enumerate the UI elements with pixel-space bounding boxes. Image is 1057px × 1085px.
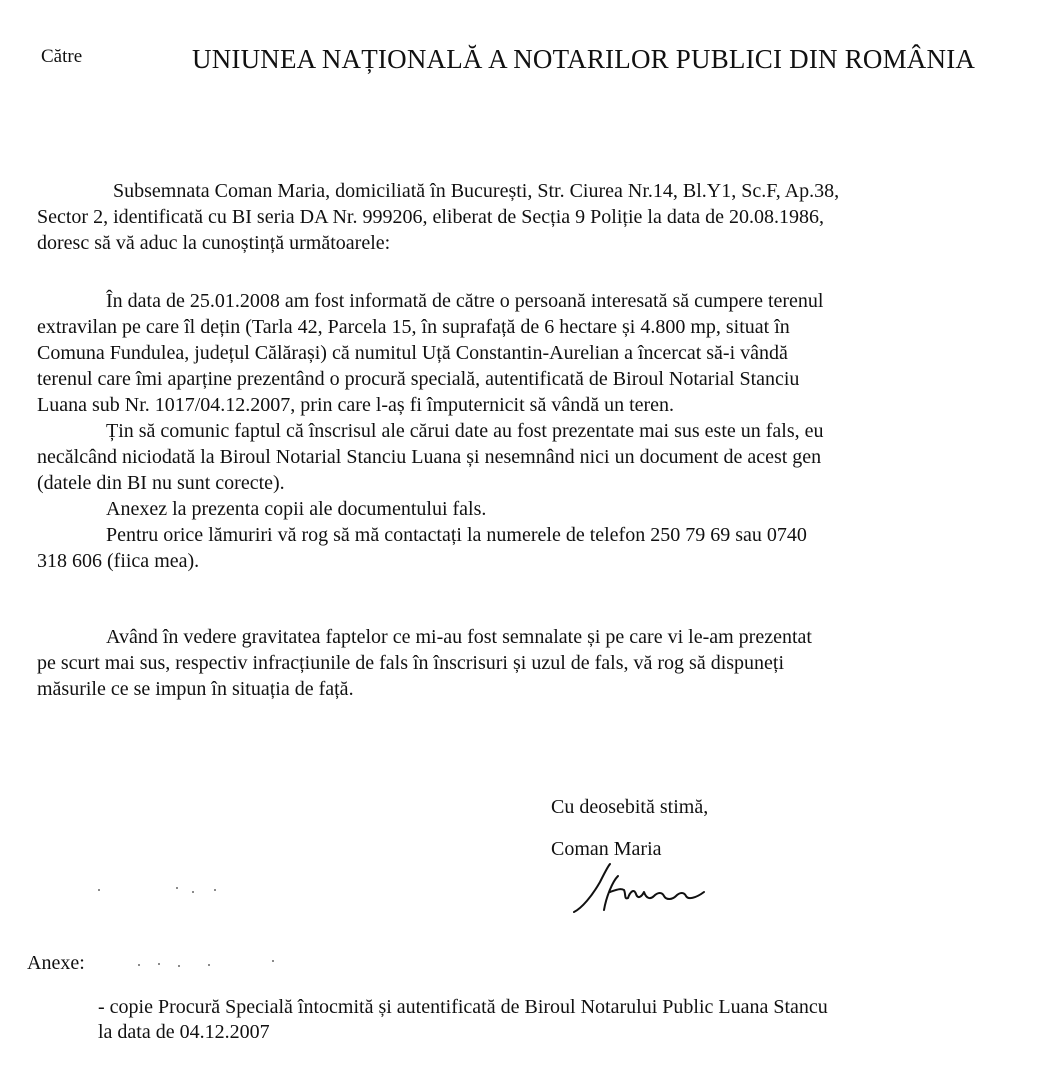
body-line: (datele din BI nu sunt corecte). [37,472,285,494]
body-line: Luana sub Nr. 1017/04.12.2007, prin care l-aș fi împuternicit să vândă un teren. [37,394,675,416]
signatory-name: Coman Maria [551,838,662,860]
body-line: necălcând niciodată la Biroul Notarial Stanciu Luana și nesemnând nici un document de acest gen [37,446,822,468]
annex-item-line: la data de 04.12.2007 [98,1021,270,1043]
body-line: În data de 25.01.2008 am fost informată de către o persoană interesată să cumpere terenul [106,290,824,312]
conclusion-paragraph [37,624,1037,702]
body-line: Anexez la prezenta copii ale documentului fals. [106,498,487,520]
body-line: Comuna Fundulea, județul Călărași) că numitul Uță Constantin-Aurelian a încercat să-i vândă [37,342,788,364]
body-line: Pentru orice lămuriri vă rog să mă contactați la numerele de telefon 250 79 69 sau 0740 [106,524,807,546]
conclusion-line: pe scurt mai sus, respectiv infracțiunile de fals în înscrisuri și uzul de fals, vă rog să dispuneți [37,652,785,674]
annex-label: Anexe: [27,952,85,974]
annex-item-line: - copie Procură Specială întocmită și autentificată de Biroul Notarului Public Luana Stancu [98,996,828,1018]
body-line: 318 606 (fiica mea). [37,550,200,572]
conclusion-line: Având în vedere gravitatea faptelor ce mi-au fost semnalate și pe care vi le-am prezentat [106,626,812,648]
body-line: terenul care îmi aparține prezentând o procură specială, autentificată de Biroul Notarial Stanciu [37,368,800,390]
handwritten-signature [572,858,712,916]
intro-line: Subsemnata Coman Maria, domiciliată în București, Str. Ciurea Nr.14, Bl.Y1, Sc.F, Ap.38, [113,180,840,202]
recipient-prefix: Către [41,46,83,67]
intro-line: Sector 2, identificată cu BI seria DA Nr. 999206, eliberat de Secția 9 Poliție la data de 20.08.1986, [37,206,825,228]
recipient-title: UNIUNEA NAȚIONALĂ A NOTARILOR PUBLICI DIN ROMÂNIA [192,44,976,74]
intro-line: doresc să vă aduc la cunoștință următoarele: [37,232,391,254]
scan-noise-dots [135,957,285,971]
body-paragraph [37,288,1037,574]
conclusion-line: măsurile ce se impun în situația de față. [37,678,354,700]
scan-noise-dots [97,884,237,898]
intro-paragraph [37,178,1037,256]
body-line: extravilan pe care îl dețin (Tarla 42, Parcela 15, în suprafață de 6 hectare și 4.800 mp, situat în [37,316,790,338]
body-line: Țin să comunic faptul că înscrisul ale cărui date au fost prezentate mai sus este un fals, eu [106,420,824,442]
closing-greeting: Cu deosebită stimă, [551,796,709,818]
